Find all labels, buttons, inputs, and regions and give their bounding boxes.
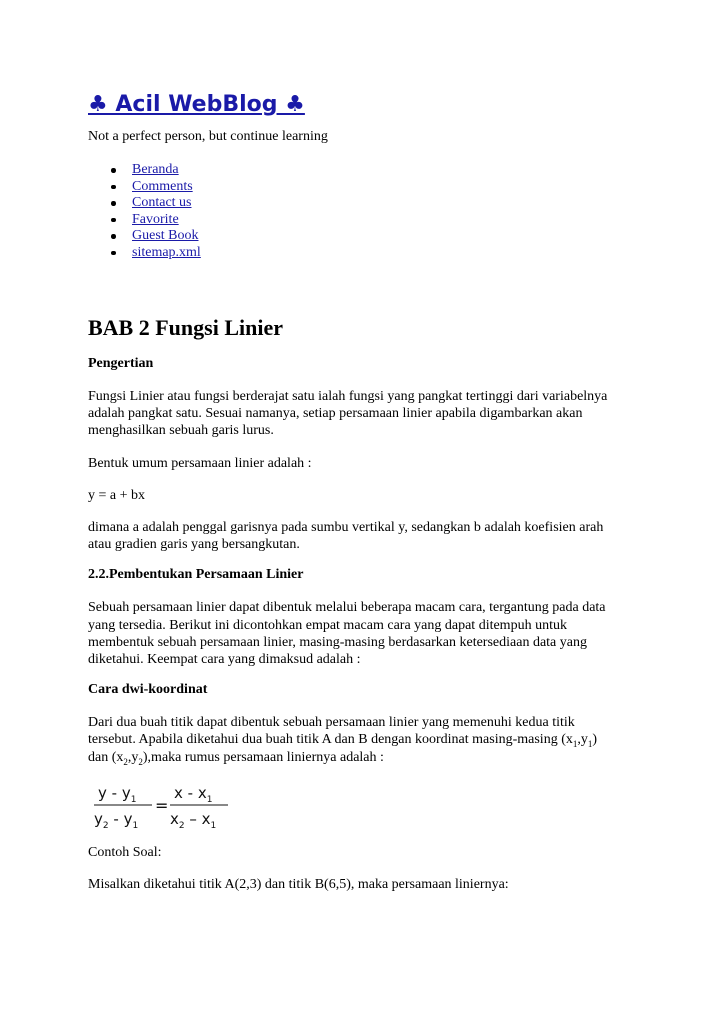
formula-text: – x bbox=[184, 809, 211, 828]
formula-text: y - y bbox=[98, 783, 131, 802]
formula-subscript: 2 bbox=[102, 820, 109, 831]
text-line: dan $(x_2,y_2),maka$ rumus persamaan liniernya adalah : bbox=[88, 749, 384, 767]
nav-item-guest-book bbox=[132, 228, 648, 245]
heading-pembentukan: 2.2.Pembentukan Persamaan Linier bbox=[88, 567, 304, 583]
formula-text: x bbox=[170, 809, 179, 828]
formula-text: y bbox=[94, 809, 103, 828]
blog-tagline: Not a perfect person, but continue learning bbox=[88, 129, 328, 144]
paragraph-explanation bbox=[88, 519, 648, 553]
text-fragment: tersebut. Apabila diketahui dua buah titik A dan B dengan koordinat masing-masing (x bbox=[88, 732, 573, 748]
blog-title[interactable]: ♣ Acil WebBlog ♣ bbox=[88, 92, 305, 117]
text-line: Sebuah persamaan linier dapat dibentuk melalui beberapa macam cara, tergantung pada data bbox=[88, 600, 606, 616]
text-line: tersebut. Apabila diketahui dua buah titik A dan B dengan koordinat masing-masing $(x_1,y_1)$ bbox=[88, 732, 598, 750]
formula-subscript: 1 bbox=[206, 794, 213, 805]
nav-link-sitemap[interactable]: sitemap.xml bbox=[132, 244, 201, 260]
paragraph-pembentukan bbox=[88, 599, 648, 668]
nav-link-beranda[interactable]: Beranda bbox=[132, 162, 179, 177]
formula-subscript: 2 bbox=[178, 820, 185, 831]
text-line: membentuk sebuah persamaan linier, masing-masing berdasarkan ketersediaan data yang bbox=[88, 634, 587, 650]
example-paragraph: Misalkan diketahui titik A(2,3) dan titik B(6,5), maka persamaan liniernya: bbox=[88, 877, 509, 893]
nav-link-comments[interactable]: Comments bbox=[132, 178, 193, 194]
paragraph-dwi-koordinat bbox=[88, 714, 648, 766]
document-page bbox=[88, 90, 648, 893]
paragraph-general-form: Bentuk umum persamaan linier adalah : bbox=[88, 455, 312, 471]
formula-denominator-left bbox=[94, 810, 138, 831]
heading-pengertian: Pengertian bbox=[88, 356, 154, 371]
formula-subscript: 1 bbox=[132, 820, 139, 831]
text-line: Dari dua buah titik dapat dibentuk sebuah persamaan linier yang memenuhi kedua titik bbox=[88, 715, 575, 731]
nav-item-comments bbox=[132, 179, 648, 196]
formula-denominator-right bbox=[170, 810, 216, 831]
formula-numerator-left bbox=[98, 784, 136, 805]
formula-text: - y bbox=[108, 809, 133, 828]
formula-subscript: 1 bbox=[210, 820, 217, 831]
subscript: 1 bbox=[572, 739, 578, 750]
nav-item-beranda bbox=[132, 162, 648, 179]
nav-item-sitemap bbox=[132, 245, 648, 262]
subscript: 1 bbox=[587, 739, 593, 750]
equation-linear: y = a + bx bbox=[88, 487, 146, 503]
nav-item-contact-us bbox=[132, 195, 648, 212]
text-line: adalah pangkat satu. Sesuai namanya, setiap persamaan linier apabila digambarkan akan bbox=[88, 406, 583, 422]
nav-list bbox=[88, 162, 648, 261]
nav-link-favorite[interactable]: Favorite bbox=[132, 211, 179, 227]
formula-subscript: 1 bbox=[130, 794, 137, 805]
text-line: diketahui. Keempat cara yang dimaksud adalah : bbox=[88, 652, 361, 668]
text-line: atau gradien garis yang bersangkutan. bbox=[88, 537, 300, 553]
text-line: yang tersedia. Berikut ini dicontohkan empat macam cara yang dapat ditempuh untuk bbox=[88, 617, 567, 633]
subscript: 2 bbox=[123, 756, 128, 767]
two-point-formula bbox=[92, 778, 232, 834]
text-fragment: dan (x bbox=[88, 749, 124, 765]
nav-link-contact-us[interactable]: Contact us bbox=[132, 195, 192, 210]
text-line: Fungsi Linier atau fungsi berderajat satu ialah fungsi yang pangkat tertinggi dari variabelnya bbox=[88, 389, 608, 404]
text-fragment: ),maka rumus persamaan liniernya adalah : bbox=[142, 749, 384, 765]
formula-text: x - x bbox=[174, 783, 207, 802]
heading-dwi-koordinat: Cara dwi-koordinat bbox=[88, 682, 208, 698]
post-title: BAB 2 Fungsi Linier bbox=[88, 315, 283, 340]
paragraph-definition bbox=[88, 388, 648, 440]
nav-link-guest-book[interactable]: Guest Book bbox=[132, 228, 199, 243]
text-line: menghasilkan sebuah garis lurus. bbox=[88, 423, 274, 439]
text-line: dimana a adalah penggal garisnya pada sumbu vertikal y, sedangkan b adalah koefisien arah bbox=[88, 520, 604, 536]
nav-item-favorite bbox=[132, 212, 648, 229]
subscript: 2 bbox=[138, 756, 143, 767]
example-label: Contoh Soal: bbox=[88, 844, 162, 860]
formula-numerator-right bbox=[174, 784, 212, 805]
formula-equals: = bbox=[155, 795, 169, 815]
